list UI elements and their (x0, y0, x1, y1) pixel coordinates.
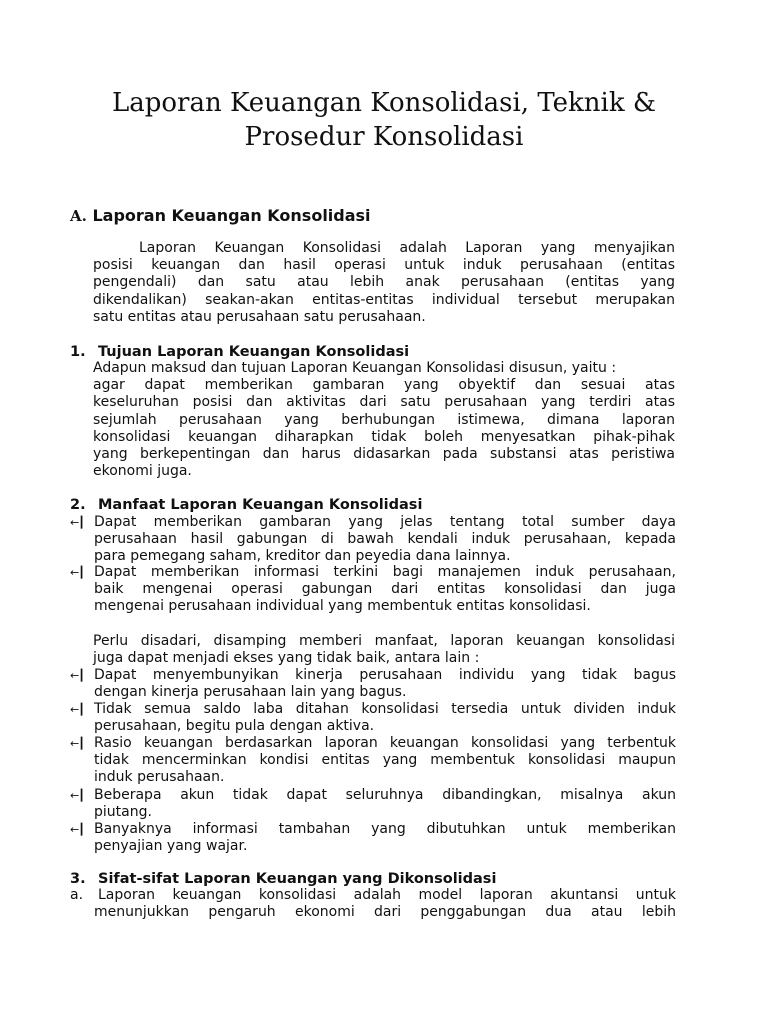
text-line: sejumlah perusahaan yang berhubungan istimewa, dimana laporan (93, 411, 675, 428)
section-a-heading (70, 206, 371, 226)
text-line: juga dapat menjadi ekses yang tidak baik, antara lain : (93, 650, 480, 667)
text-line: konsolidasi keuangan diharapkan tidak boleh menyesatkan pihak-pihak (93, 428, 675, 445)
text-line: penyajian yang wajar. (94, 838, 248, 855)
text-line: perusahaan, begitu pula dengan aktiva. (94, 718, 375, 735)
subsection-2-note (93, 633, 675, 667)
text-line: ekonomi juga. (93, 463, 192, 480)
bullet-icon: ←┃ (70, 789, 84, 802)
text-line: Tidak semua saldo laba ditahan konsolidasi tersedia untuk dividen induk (94, 701, 676, 717)
text-line: Dapat memberikan informasi terkini bagi manajemen induk perusahaan, (94, 564, 676, 580)
text-line: agar dapat memberikan gambaran yang obyektif dan sesuai atas (93, 377, 675, 394)
drawback-item (70, 787, 676, 822)
section-a-title: Laporan Keuangan Konsolidasi (92, 206, 371, 225)
subsection-2-title: Manfaat Laporan Keuangan Konsolidasi (98, 497, 423, 513)
subsection-1-paragraph (93, 360, 675, 480)
text-line: perusahaan hasil gabungan di bawah kendali induk perusahaan, kepada (94, 531, 676, 548)
bullet-icon: ←┃ (70, 823, 84, 836)
text-line: Beberapa akun tidak dapat seluruhnya dibandingkan, misalnya akun (94, 787, 676, 803)
bullet-icon: ←┃ (70, 669, 84, 682)
benefit-item (70, 514, 676, 566)
text-line: Dapat memberikan gambaran yang jelas tentang total sumber daya (94, 514, 676, 530)
section-a-paragraph (93, 240, 675, 326)
text-line: Banyaknya informasi tambahan yang dibutuhkan untuk memberikan (94, 821, 676, 837)
title-line-2: Prosedur Konsolidasi (244, 122, 524, 152)
text-line: yang berkepentingan dan harus didasarkan pada substansi atas peristiwa (93, 446, 675, 463)
subsection-2-heading (70, 496, 422, 514)
subsection-3-number: 3. (70, 871, 86, 887)
text-line: dengan kinerja perusahaan lain yang bagus. (94, 684, 407, 701)
subsection-1-heading (70, 343, 409, 361)
text-line: Laporan keuangan konsolidasi adalah model laporan akuntansi untuk (98, 887, 676, 903)
text-line: Perlu disadari, disamping memberi manfaat, laporan keuangan konsolidasi (93, 633, 675, 649)
bullet-icon: ←┃ (70, 737, 84, 750)
subsection-1-number: 1. (70, 344, 86, 360)
text-line: Dapat menyembunyikan kinerja perusahaan individu yang tidak bagus (94, 667, 676, 683)
subsection-1-title: Tujuan Laporan Keuangan Konsolidasi (98, 344, 410, 360)
text-line: tidak mencerminkan kondisi entitas yang membentuk konsolidasi maupun (94, 752, 676, 769)
text-line: Adapun maksud dan tujuan Laporan Keuangan Konsolidasi disusun, yaitu : (93, 360, 617, 376)
text-line: para pemegang saham, kreditor dan peyedia dana lainnya. (94, 548, 511, 565)
drawback-item (70, 667, 676, 702)
text-line: piutang. (94, 804, 152, 821)
text-line: dikendalikan) seakan-akan entitas-entitas individual tersebut merupakan (93, 291, 675, 308)
document-title (60, 86, 708, 154)
text-line: mengenai perusahaan individual yang membentuk entitas konsolidasi. (94, 598, 591, 615)
benefit-item (70, 564, 676, 616)
text-line: menunjukkan pengaruh ekonomi dari penggabungan dua atau lebih (94, 904, 676, 921)
property-item-a (70, 887, 676, 922)
text-line: pengendali) dan satu atau lebih anak perusahaan (entitas yang (93, 274, 675, 291)
text-line: induk perusahaan. (94, 769, 225, 786)
text-line: posisi keuangan dan hasil operasi untuk induk perusahaan (entitas (93, 257, 675, 274)
bullet-icon: ←┃ (70, 566, 84, 579)
drawback-item (70, 735, 676, 787)
subsection-3-title: Sifat-sifat Laporan Keuangan yang Dikonsolidasi (98, 871, 497, 887)
subsection-3-heading (70, 870, 496, 888)
item-marker: a. (70, 887, 84, 903)
subsection-2-number: 2. (70, 497, 86, 513)
text-line: Rasio keuangan berdasarkan laporan keuangan konsolidasi yang terbentuk (94, 735, 676, 751)
text-line: keseluruhan posisi dan aktivitas dari satu perusahaan yang terdiri atas (93, 394, 675, 411)
drawback-item (70, 821, 676, 856)
bullet-icon: ←┃ (70, 703, 84, 716)
text-line: satu entitas atau perusahaan satu perusahaan. (93, 308, 426, 325)
text-line: Laporan Keuangan Konsolidasi adalah Laporan yang menyajikan (139, 240, 675, 256)
bullet-icon: ←┃ (70, 516, 84, 529)
section-a-marker: A. (70, 207, 87, 225)
text-line: baik mengenai operasi gabungan dari entitas konsolidasi dan juga (94, 581, 676, 598)
title-line-1: Laporan Keuangan Konsolidasi, Teknik & (111, 88, 657, 118)
drawback-item (70, 701, 676, 736)
